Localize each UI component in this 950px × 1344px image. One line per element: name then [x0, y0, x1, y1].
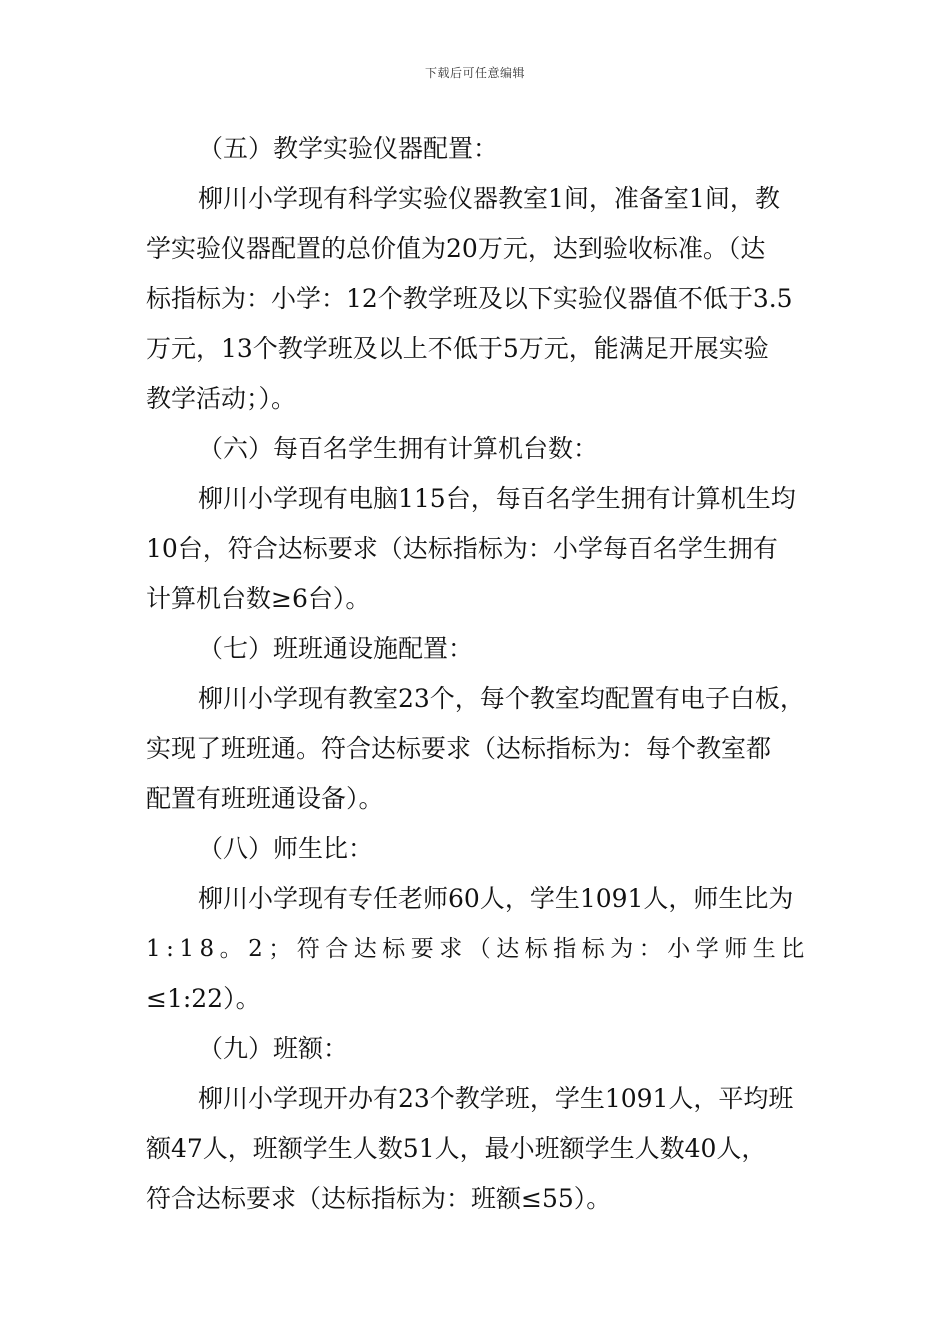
paragraph-line: 额47人，班额学生人数51人，最小班额学生人数40人， [146, 1134, 767, 1163]
paragraph-line: 柳川小学现有科学实验仪器教室1间，准备室1间，教 [198, 184, 780, 213]
paragraph-line: 柳川小学现有专任老师60人，学生1091人，师生比为 [198, 884, 794, 913]
section-heading-9: （九）班额： [198, 1034, 349, 1063]
paragraph-line: ≤1:22）。 [146, 984, 261, 1013]
page-header: 下载后可任意编辑 [424, 66, 525, 80]
paragraph-line: 标指标为：小学：12个教学班及以下实验仪器值不低于3.5 [146, 284, 793, 313]
section-heading-8: （八）师生比： [198, 834, 374, 863]
paragraph-line: 10台，符合达标要求（达标指标为：小学每百名学生拥有 [146, 534, 778, 563]
section-heading-7: （七）班班通设施配置： [198, 634, 474, 663]
paragraph-line: 柳川小学现开办有23个教学班，学生1091人，平均班 [198, 1084, 794, 1113]
paragraph-line: 柳川小学现有教室23个，每个教室均配置有电子白板， [198, 684, 805, 713]
paragraph-line: 万元，13个教学班及以上不低于5万元，能满足开展实验 [146, 334, 769, 363]
paragraph-line: 实现了班班通。符合达标要求（达标指标为：每个教室都 [146, 734, 772, 763]
paragraph-line: 配置有班班通设备）。 [146, 784, 384, 813]
paragraph-line: 教学活动；）。 [146, 384, 297, 413]
paragraph-line: 学实验仪器配置的总价值为20万元，达到验收标准。（达 [146, 234, 766, 263]
paragraph-line: 符合达标要求（达标指标为：班额≤55）。 [146, 1184, 612, 1213]
section-heading-6: （六）每百名学生拥有计算机台数： [198, 434, 599, 463]
section-heading-5: （五）教学实验仪器配置： [198, 134, 499, 163]
paragraph-line: 计算机台数≥6台）。 [146, 584, 371, 613]
document-body [146, 124, 810, 1224]
paragraph-line: 柳川小学现有电脑115台，每百名学生拥有计算机生均 [198, 484, 796, 513]
paragraph-line: 1:18。2；符合达标要求（达标指标为：小学师生比 [146, 936, 810, 962]
